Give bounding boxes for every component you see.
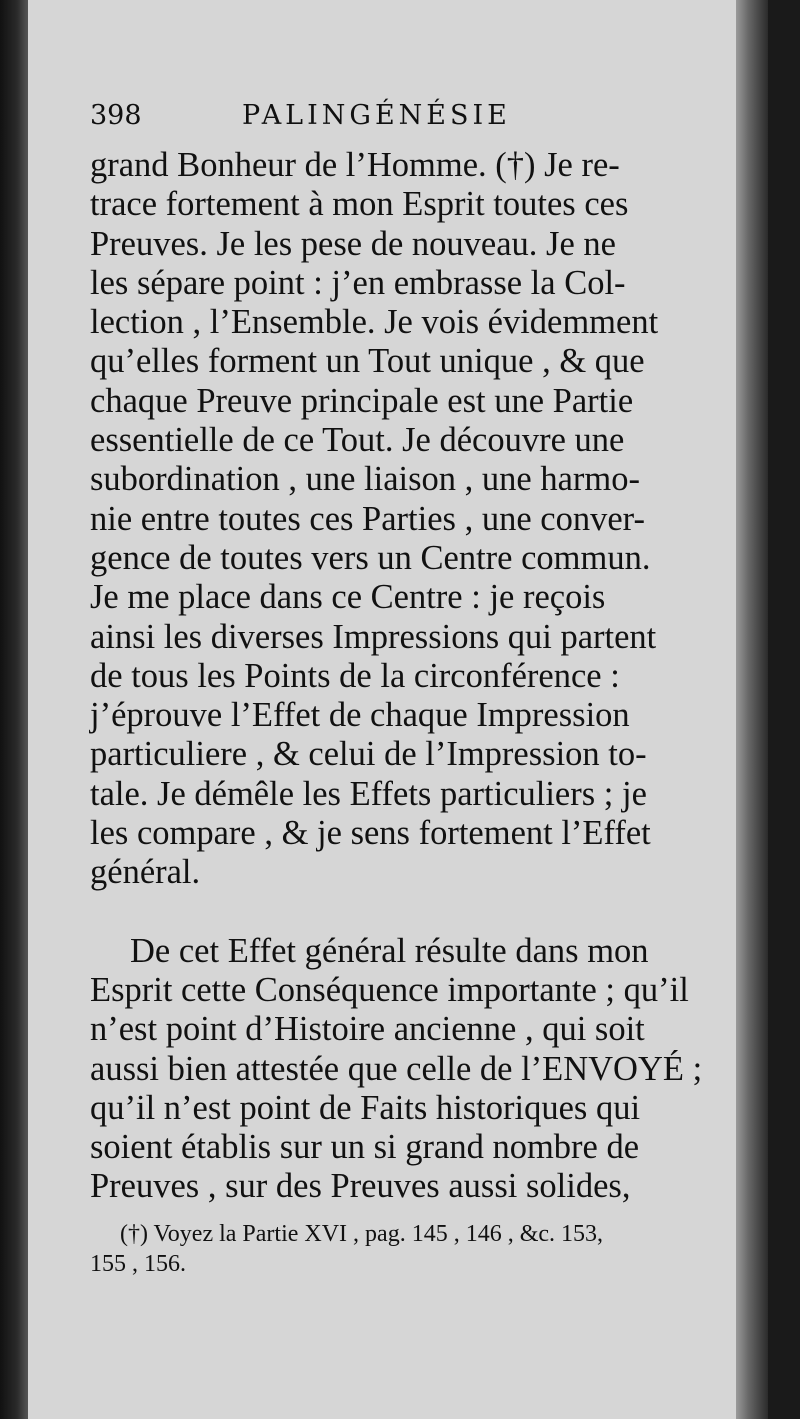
text-line: les sépare point : j’en embrasse la Col- [90,263,626,302]
text-line: qu’il n’est point de Faits historiques qui [90,1088,641,1127]
text-line: grand Bonheur de l’Homme. (†) Je re- [90,146,620,184]
text-line: aussi bien attestée que celle de l’ENVOYÉ ; [90,1049,703,1088]
text-line: De cet Effet général résulte dans mon [130,931,649,970]
text-line: général. [90,853,201,892]
text-line: Esprit cette Conséquence importante ; qu’il [90,970,689,1009]
body-text [90,146,740,1207]
text-line: qu’elles forment un Tout unique , & que [90,342,645,381]
text-line: de tous les Points de la circonférence : [90,656,620,695]
text-line: soient établis sur un si grand nombre de [90,1128,640,1167]
text-line: nie entre toutes ces Parties , une conver- [90,499,645,538]
text-line: lection , l’Ensemble. Je vois évidemment [90,303,659,342]
text-line: les compare , & je sens fortement l’Effet [90,814,651,853]
footnote-line: 155 , 156. [90,1251,186,1277]
text-line: gence de toutes vers un Centre commun. [90,538,651,577]
page-edge-shadow-right [736,0,768,1419]
footnote [90,1219,740,1279]
page-number: 398 [90,100,142,131]
text-line: tale. Je démêle les Effets particuliers ; je [90,774,647,813]
text-line: Preuves , sur des Preuves aussi solides, [90,1167,631,1206]
text-line: subordination , une liaison , une harmo- [90,460,640,499]
text-line: ainsi les diverses Impressions qui partent [90,617,657,656]
text-line: Preuves. Je les pese de nouveau. Je ne [90,224,616,263]
text-line: Je me place dans ce Centre : je reçois [90,578,606,617]
binding-shadow-left [0,0,28,1419]
footnote-line: (†) Voyez la Partie XVI , pag. 145 , 146 , &c. 153, [120,1221,604,1247]
text-line: chaque Preuve principale est une Partie [90,381,634,420]
text-line: j’éprouve l’Effet de chaque Impression [90,696,630,735]
text-line: particuliere , & celui de l’Impression to- [90,735,647,774]
paragraph-gap [90,893,740,932]
book-page [28,0,768,1419]
running-title: PALINGÉNÉSIE [242,100,511,131]
text-line: essentielle de ce Tout. Je découvre une [90,421,625,460]
text-line: trace fortement à mon Esprit toutes ces [90,185,629,224]
text-line: n’est point d’Histoire ancienne , qui soit [90,1010,645,1049]
